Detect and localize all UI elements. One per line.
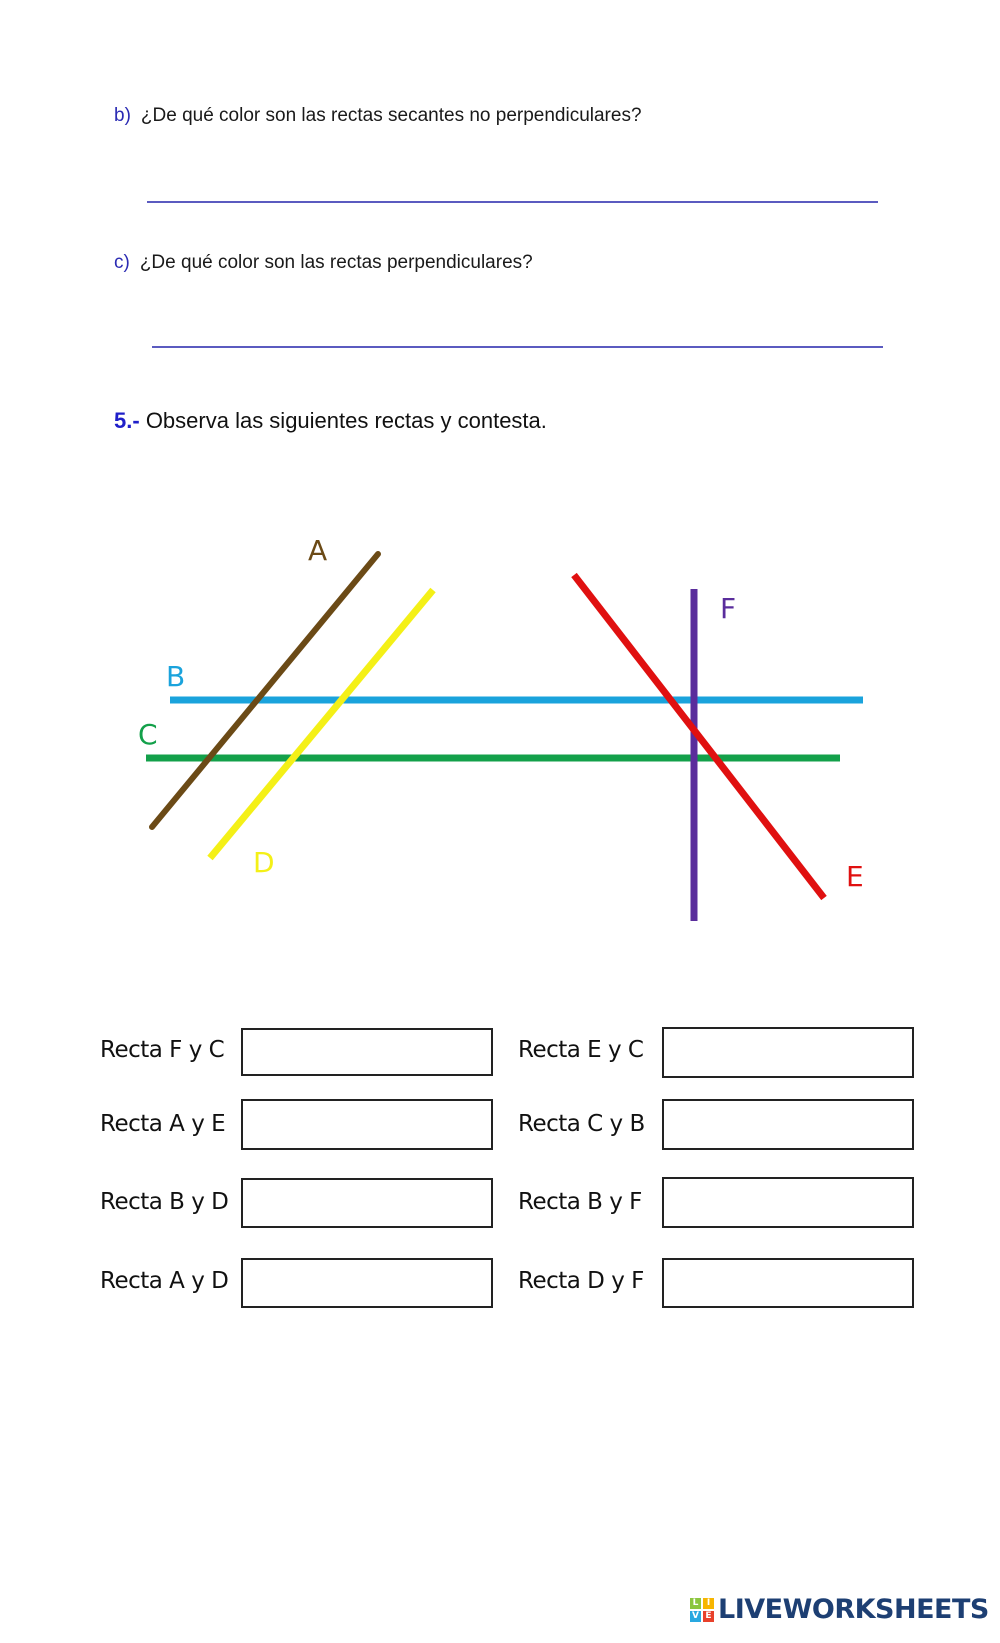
pair-label: Recta B y D bbox=[100, 1189, 229, 1215]
logo-mark-letter: L bbox=[690, 1598, 701, 1609]
question-letter: b) bbox=[114, 105, 131, 126]
pair-label: Recta F y C bbox=[100, 1037, 225, 1063]
label-d: D bbox=[253, 846, 275, 879]
pair-label: Recta E y C bbox=[518, 1037, 644, 1063]
question-letter: c) bbox=[114, 252, 130, 273]
label-a: A bbox=[308, 534, 328, 567]
pair-answer-box[interactable] bbox=[662, 1099, 914, 1150]
pair-label: Recta C y B bbox=[518, 1111, 645, 1137]
exercise-instruction: Observa las siguientes rectas y contesta. bbox=[145, 408, 547, 433]
pair-answer-box[interactable] bbox=[241, 1178, 493, 1228]
question-text: ¿De qué color son las rectas perpendiculares? bbox=[139, 252, 533, 273]
liveworksheets-logo bbox=[690, 1594, 989, 1625]
line-a bbox=[152, 554, 378, 827]
pair-answer-box[interactable] bbox=[241, 1099, 493, 1150]
line-d bbox=[210, 590, 433, 858]
logo-mark-letter: E bbox=[703, 1611, 714, 1622]
logo-mark-icon bbox=[690, 1598, 714, 1622]
pair-answer-box[interactable] bbox=[241, 1028, 493, 1076]
pair-answer-box[interactable] bbox=[662, 1027, 914, 1078]
pair-answer-box[interactable] bbox=[241, 1258, 493, 1308]
pair-label: Recta B y F bbox=[518, 1189, 642, 1215]
pair-label: Recta A y D bbox=[100, 1268, 229, 1294]
line-e bbox=[574, 575, 824, 898]
pair-answer-box[interactable] bbox=[662, 1258, 914, 1308]
label-e: E bbox=[846, 860, 864, 893]
logo-mark-letter: V bbox=[690, 1611, 701, 1622]
logo-text: LIVEWORKSHEETS bbox=[718, 1594, 989, 1625]
pair-label: Recta A y E bbox=[100, 1111, 226, 1137]
pair-answer-box[interactable] bbox=[662, 1177, 914, 1228]
label-f: F bbox=[720, 592, 737, 625]
label-c: C bbox=[138, 718, 158, 751]
exercise-number: 5.- bbox=[114, 408, 140, 433]
logo-mark-letter: I bbox=[703, 1598, 714, 1609]
question-text: ¿De qué color son las rectas secantes no perpendiculares? bbox=[140, 105, 642, 126]
pair-label: Recta D y F bbox=[518, 1268, 644, 1294]
label-b: B bbox=[166, 660, 186, 693]
